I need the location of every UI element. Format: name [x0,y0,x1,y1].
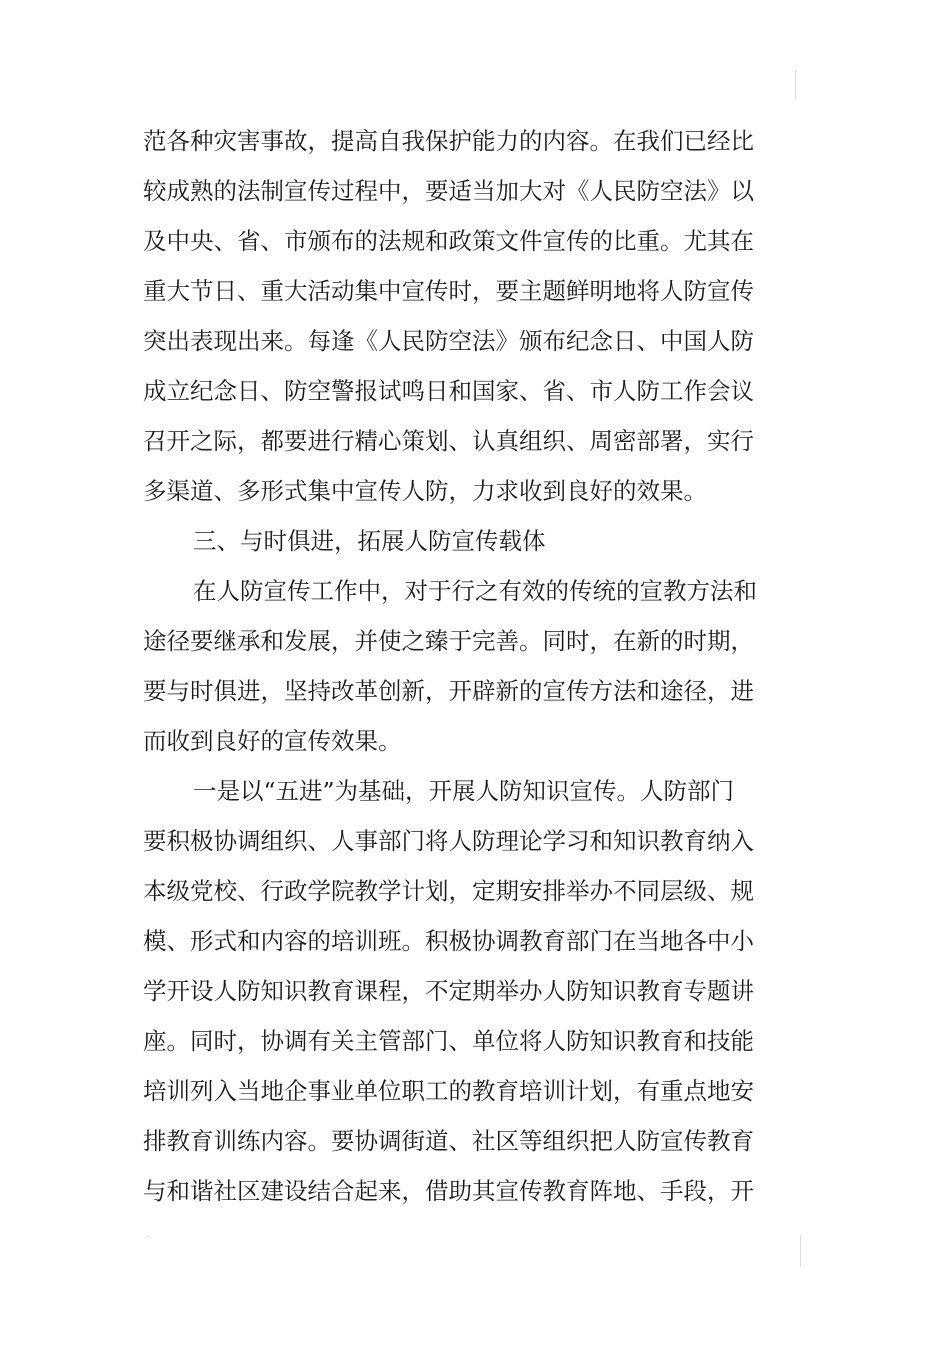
text-line: 较成熟的法制宣传过程中，要适当加大对《人民防空法》以 [143,177,754,205]
page-edge-mark-top [795,70,796,100]
text-line: 及中央、省、市颁布的法规和政策文件宣传的比重。尤其在 [143,227,754,255]
text-line: 重大节日、重大活动集中宣传时，要主题鲜明地将人防宣传 [143,277,754,305]
text-line: 模、形式和内容的培训班。积极协调教育部门在当地各中小 [143,927,754,955]
text-line: 培训列入当地企事业单位职工的教育培训计划，有重点地安 [143,1077,754,1105]
page-edge-mark-dot [146,1236,149,1237]
body-text [143,116,757,1216]
text-line: 成立纪念日、防空警报试鸣日和国家、省、市人防工作会议 [143,377,754,405]
text-line: 与和谐社区建设结合起来，借助其宣传教育阵地、手段，开 [143,1177,754,1205]
text-line: 途径要继承和发展，并使之臻于完善。同时，在新的时期， [143,627,754,655]
text-line: 学开设人防知识教育课程，不定期举办人防知识教育专题讲 [143,977,754,1005]
text-line: 召开之际，都要进行精心策划、认真组织、周密部署，实行 [143,427,754,455]
text-line: 一是以“五进”为基础，开展人防知识宣传。人防部门 [193,777,735,805]
text-line: 要积极协调组织、人事部门将人防理论学习和知识教育纳入 [143,827,754,855]
section-heading: 三、与时俱进，拓展人防宣传载体 [193,527,546,555]
text-line: 在人防宣传工作中，对于行之有效的传统的宣教方法和 [193,577,757,605]
text-line: 要与时俱进，坚持改革创新，开辟新的宣传方法和途径，进 [143,677,754,705]
text-line: 而收到良好的宣传效果。 [143,727,402,755]
text-line: 座。同时，协调有关主管部门、单位将人防知识教育和技能 [143,1027,754,1055]
text-line: 本级党校、行政学院教学计划，定期安排举办不同层级、规 [143,877,754,905]
text-line: 多渠道、多形式集中宣传人防，力求收到良好的效果。 [143,477,707,505]
text-line: 范各种灾害事故，提高自我保护能力的内容。在我们已经比 [143,127,754,155]
text-line: 突出表现出来。每逢《人民防空法》颁布纪念日、中国人防 [143,327,754,355]
page-edge-mark-bottom [800,1235,801,1267]
text-line: 排教育训练内容。要协调街道、社区等组织把人防宣传教育 [143,1127,754,1155]
